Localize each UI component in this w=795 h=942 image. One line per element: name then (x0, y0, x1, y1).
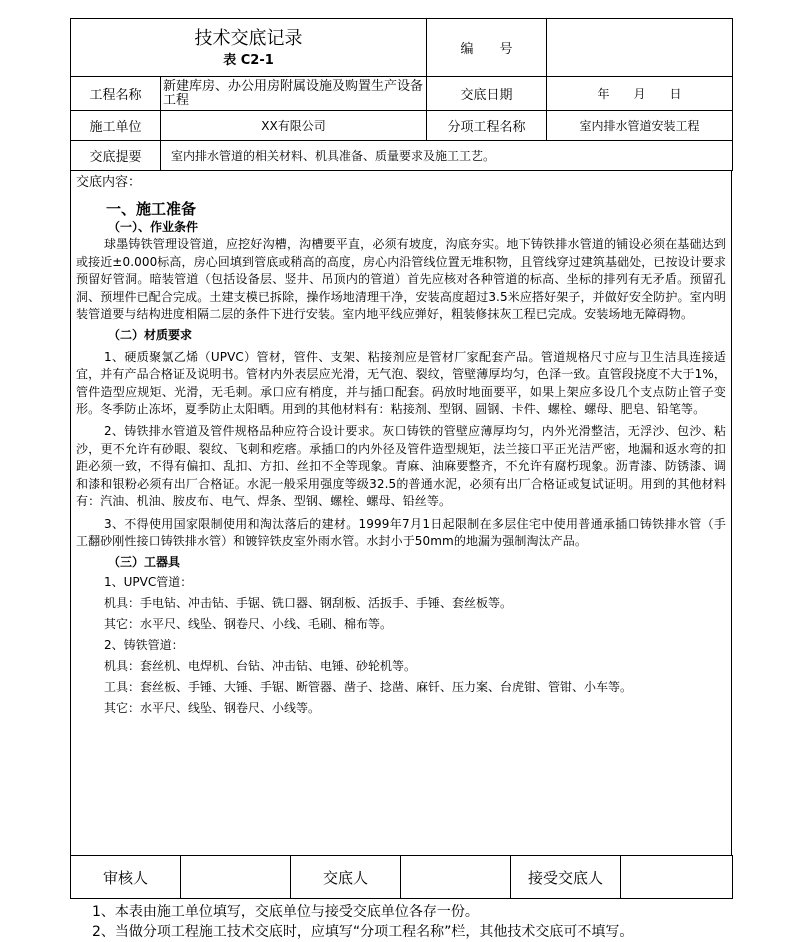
subproject-label: 分项工程名称 (427, 111, 547, 141)
subsection-heading: （二）材质要求 (108, 328, 193, 343)
tool-line: 机具：套丝机、电焊机、台钻、冲击钻、电锤、砂轮机等。 (104, 658, 417, 673)
tool-line: 1、UPVC管道： (104, 574, 193, 589)
section-heading: 一、施工准备 (106, 200, 197, 218)
material-paragraph: 2、铸铁排水管道及管件规格品种应符合设计要求。灰口铸铁的管壁应薄厚均匀，内外光滑整洁，无浮沙、包沙、粘沙，更不允许有砂眼、裂纹、飞刺和疙瘩。承插口的内外径及管件造型规矩，法兰接口平正光洁严密，地漏和返水弯的扣距必须一致，不得有偏扣、乱扣、方扣、丝扣不全等现象。青麻、油麻要整齐，不允许有腐朽现象。沥青漆、防锈漆、调和漆和银粉必须有出厂合格证。水泥一般采用强度等级32.5的普通水泥，必须有出厂合格证或复试证明。用到的其他材料有：汽油、机油、胺皮布、电气、焊条、型钢、螺栓、螺母、铅丝等。 (76, 424, 726, 509)
content-label: 交底内容： (76, 175, 142, 190)
disclosure-form (70, 18, 732, 899)
subsection-heading: （三）工器具 (108, 555, 181, 570)
project-name-label: 工程名称 (71, 77, 161, 111)
project-name-field[interactable]: 新建库房、办公用房附属设施及购置生产设备工程 (161, 77, 427, 111)
number-label: 编 号 (427, 19, 547, 77)
header-table (70, 18, 733, 171)
content-area (70, 171, 732, 855)
receiver-field[interactable] (621, 856, 733, 899)
material-paragraph: 1、硬质聚氯乙烯（UPVC）管材，管件、支架、粘接剂应是管材厂家配套产品。管道规格尺寸应与卫生洁具连接适宜，并有产品合格证及说明书。管材内外表层应光滑，无气泡、裂纹，管壁薄厚均匀，色泽一致。直管段挠度不大于1%，管件造型应规矩、光滑，无毛刺。承口应有梢度，并与插口配套。码放时地面要平，如果上架应多设几个支点防止管子变形。冬季防止冻坏，夏季防止太阳晒。用到的其他材料有：粘接剂、型钢、圆钢、卡件、螺栓、螺母、肥皂、铅笔等。 (76, 349, 726, 417)
reviewer-field[interactable] (181, 856, 291, 899)
construction-unit-label: 施工单位 (71, 111, 161, 141)
tool-line: 其它：水平尺、线坠、钢卷尺、小线等。 (104, 700, 321, 715)
subproject-field[interactable]: 室内排水管道安装工程 (547, 111, 733, 141)
summary-field[interactable]: 室内排水管道的相关材料、机具准备、质量要求及施工工艺。 (161, 141, 733, 171)
signature-table (70, 855, 733, 899)
date-field[interactable]: 年 月 日 (547, 77, 733, 111)
tool-line: 工具：套丝板、手锤、大锤、手锯、断管器、凿子、捻凿、麻钎、压力案、台虎钳、管钳、小车等。 (104, 679, 633, 694)
title-cell (71, 19, 427, 77)
reviewer-label: 审核人 (71, 856, 181, 899)
receiver-label: 接受交底人 (511, 856, 621, 899)
form-title: 技术交底记录 (194, 27, 303, 49)
construction-unit-field[interactable]: XX有限公司 (161, 111, 427, 141)
work-conditions-text: 球墨铸铁管理设管道，应挖好沟槽，沟槽要平直，必须有坡度，沟底夯实。地下铸铁排水管道的铺设必须在基础达到或接近±0.000标高，房心回填到管底或稍高的高度，房心内沿管线位置无堆积物，且管线穿过建筑基础处，已按设计要求预留好管洞。暗装管道（包括设备层、竖井、吊顶内的管道）首先应核对各种管道的标高、坐标的排列有无矛盾。预留孔洞、预埋件已配合完成。土建支模已拆除，操作场地清理干净，安装高度超过3.5米应搭好架子，并做好安全防护。室内明装管道要与结构进度相隔二层的条件下进行安装。室内地平线应弹好，粗装修抹灰工程已完成。安装场地无障碍物。 (76, 237, 727, 322)
tool-line: 2、铸铁管道： (104, 637, 184, 652)
tool-line: 机具：手电钻、冲击钻、手锯、铣口器、钢刮板、活扳手、手锤、套丝板等。 (104, 595, 513, 610)
date-label: 交底日期 (427, 77, 547, 111)
discloser-field[interactable] (401, 856, 511, 899)
discloser-label: 交底人 (291, 856, 401, 899)
number-field[interactable] (547, 19, 733, 77)
summary-label: 交底提要 (71, 141, 161, 171)
footnote: 2、当做分项工程施工技术交底时，应填写“分项工程名称”栏，其他技术交底可不填写。 (92, 924, 634, 940)
material-paragraph: 3、不得使用国家限制使用和淘汰落后的建材。1999年7月1日起限制在多层住宅中使用普通承插口铸铁排水管（手工翻砂刚性接口铸铁排水管）和镀锌铁皮室外雨水管。水封小于50mm的地漏为强制淘汰产品。 (76, 516, 726, 548)
tool-line: 其它：水平尺、线坠、钢卷尺、小线、毛刷、棉布等。 (104, 616, 393, 631)
form-code: 表 C2-1 (223, 52, 274, 68)
subsection-heading: （一）、作业条件 (108, 220, 199, 234)
footnote: 1、本表由施工单位填写，交底单位与接受交底单位各存一份。 (92, 904, 479, 920)
